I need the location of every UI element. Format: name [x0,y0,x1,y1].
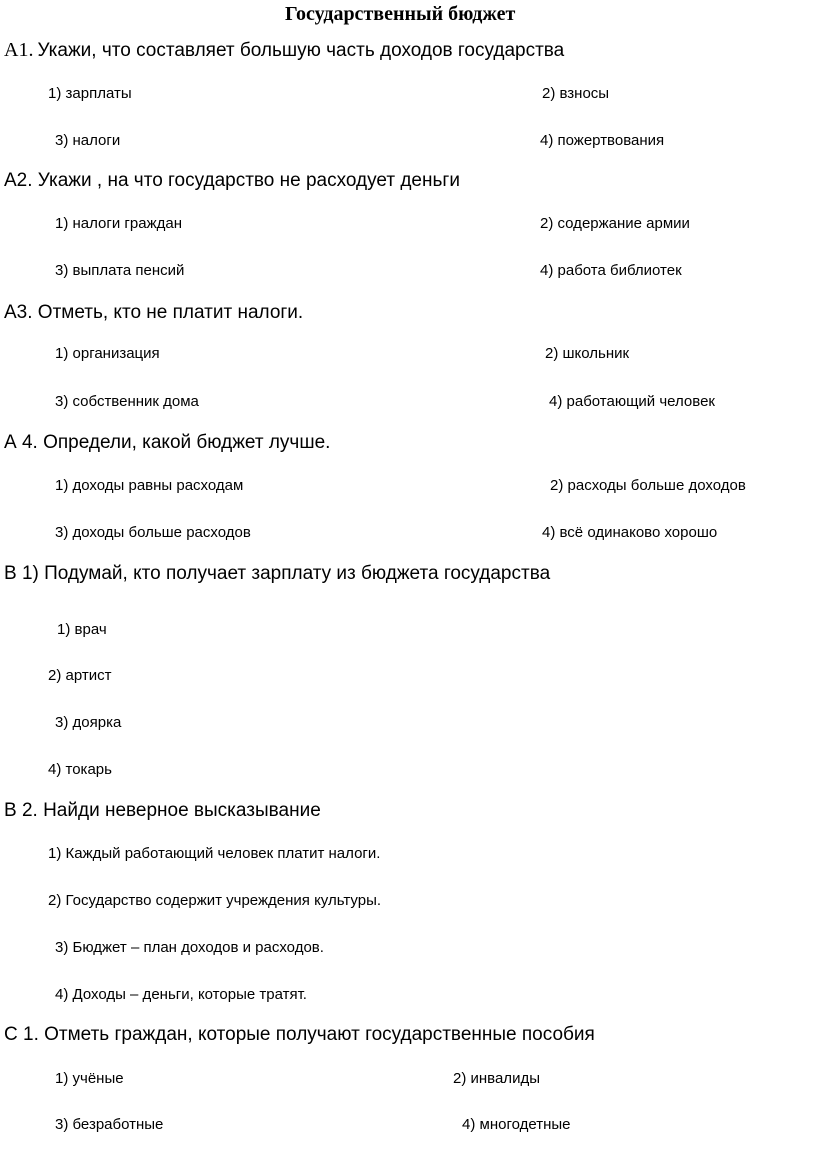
answer-option: 3) доярка [55,714,122,731]
question-a2-text: А2. Укажи , на что государство не расходует деньги [4,170,460,191]
question-b1-text: В 1) Подумай, кто получает зарплату из бюджета государства [4,563,551,584]
answer-option: 2) артист [48,667,112,684]
answer-option: 1) учёные [55,1070,124,1087]
answer-option: 2) взносы [542,85,610,102]
answer-option: 4) всё одинаково хорошо [542,524,718,541]
answer-option: 2) расходы больше доходов [550,477,746,494]
answer-option: 1) организация [55,345,160,362]
answer-option: 3) выплата пенсий [55,262,185,279]
answer-option: 4) Доходы – деньги, которые тратят. [55,986,307,1003]
document-title: Государственный бюджет [285,3,516,25]
answer-option: 1) врач [57,621,107,638]
answer-option: 4) многодетные [462,1116,571,1133]
answer-option: 4) пожертвования [540,132,665,149]
answer-option: 3) собственник дома [55,393,199,410]
answer-option: 1) налоги граждан [55,215,182,232]
answer-option: 2) инвалиды [453,1070,540,1087]
question-a1-text: Укажи, что составляет большую часть доходов государства [37,40,565,61]
answer-option: 1) зарплаты [48,85,132,102]
answer-option: 4) работающий человек [549,393,715,410]
question-b2-text: В 2. Найди неверное высказывание [4,800,321,821]
answer-option: 2) школьник [545,345,630,362]
answer-option: 1) Каждый работающий человек платит налоги. [48,845,381,862]
answer-option: 1) доходы равны расходам [55,477,244,494]
question-a4-text: А 4. Определи, какой бюджет лучше. [4,432,331,453]
question-a1 [4,40,564,60]
answer-option: 2) Государство содержит учреждения культуры. [48,892,382,909]
question-c1-text: С 1. Отметь граждан, которые получают государственные пособия [4,1024,595,1045]
answer-option: 3) доходы больше расходов [55,524,251,541]
answer-option: 2) содержание армии [540,215,690,232]
answer-option: 4) работа библиотек [540,262,682,279]
answer-option: 4) токарь [48,761,112,778]
answer-option: 3) безработные [55,1116,164,1133]
answer-option: 3) Бюджет – план доходов и расходов. [55,939,324,956]
question-a3-text: А3. Отметь, кто не платит налоги. [4,302,304,323]
question-a1-number: А1. [4,39,34,61]
answer-option: 3) налоги [55,132,121,149]
